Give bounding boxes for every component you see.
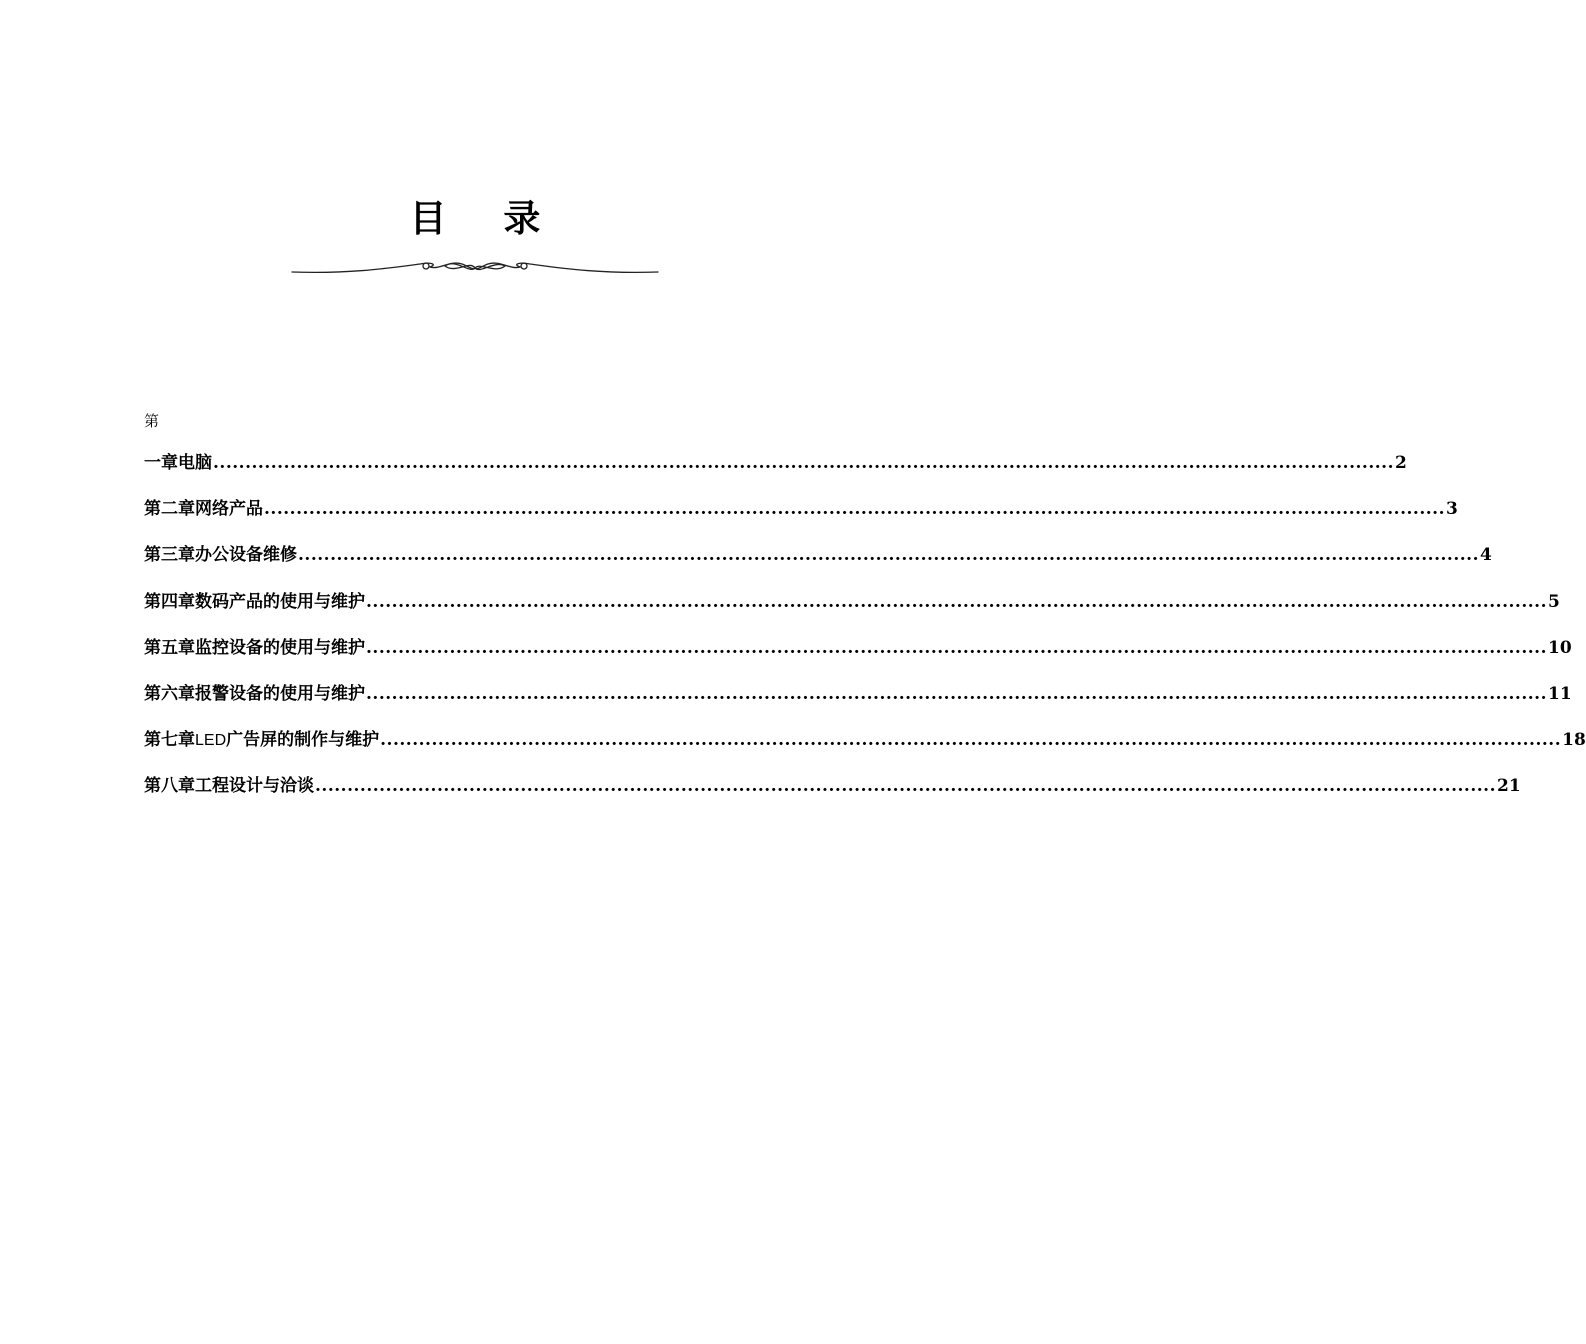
dot-leader: ........................................................................................................................................................................................ (366, 591, 1547, 612)
toc-entry-title: 网络产品 (195, 499, 263, 520)
toc-chapter-label: 第四章 (144, 591, 195, 612)
toc-page-number: 3 (1446, 499, 1458, 520)
title-ornament (290, 254, 660, 284)
dot-leader: ........................................................................................................................................................................................ (366, 683, 1547, 704)
dot-leader: ........................................................................................................................................................................................ (380, 730, 1562, 751)
page-title: 目 录 (409, 196, 563, 240)
toc-entry[interactable] (144, 450, 1407, 496)
stray-character: 第 (144, 412, 160, 430)
toc-entry[interactable] (144, 681, 1572, 727)
dot-leader: ........................................................................................................................................................................................ (366, 637, 1547, 658)
toc-entry-title-text: 广告屏的制作与维护 (226, 730, 380, 751)
toc-entry[interactable] (144, 635, 1572, 681)
toc-page-number: 18 (1562, 730, 1586, 751)
toc-chapter-label: 第二章 (144, 499, 195, 520)
toc-entry-title: 报警设备的使用与维护 (195, 683, 365, 704)
toc-chapter-label: 第七章 (144, 730, 195, 751)
toc-chapter-label: 第五章 (144, 637, 195, 658)
toc-entry-title: 工程设计与洽谈 (195, 776, 314, 797)
dot-leader: ........................................................................................................................................................................................ (264, 499, 1445, 520)
toc-page-number: 5 (1548, 591, 1560, 612)
table-of-contents (144, 450, 1586, 820)
toc-page-number: 21 (1497, 776, 1521, 797)
toc-chapter-label: 第六章 (144, 683, 195, 704)
toc-entry-title-prefix: LED (195, 732, 227, 750)
toc-entry[interactable] (144, 773, 1521, 819)
toc-chapter-label: 第三章 (144, 545, 195, 566)
toc-page-number: 10 (1548, 637, 1572, 658)
toc-page-number: 4 (1480, 545, 1492, 566)
toc-page-number: 11 (1548, 683, 1572, 704)
toc-entry[interactable] (144, 727, 1586, 773)
toc-entry-title: 数码产品的使用与维护 (195, 591, 365, 612)
toc-chapter-label: 第八章 (144, 776, 195, 797)
toc-chapter-label: 一章 (144, 453, 178, 473)
toc-entry-title: 监控设备的使用与维护 (195, 637, 365, 658)
toc-entry-title: 电脑 (178, 453, 212, 473)
toc-entry[interactable] (144, 542, 1492, 588)
toc-entry-title (195, 727, 379, 754)
dot-leader: ........................................................................................................................................................................................ (213, 453, 1394, 473)
toc-entry[interactable] (144, 496, 1458, 542)
dot-leader: ........................................................................................................................................................................................ (298, 545, 1479, 566)
toc-entry-title: 办公设备维修 (195, 545, 297, 566)
toc-entry[interactable] (144, 589, 1560, 635)
toc-page-number: 2 (1395, 453, 1407, 473)
dot-leader: ........................................................................................................................................................................................ (315, 776, 1496, 797)
